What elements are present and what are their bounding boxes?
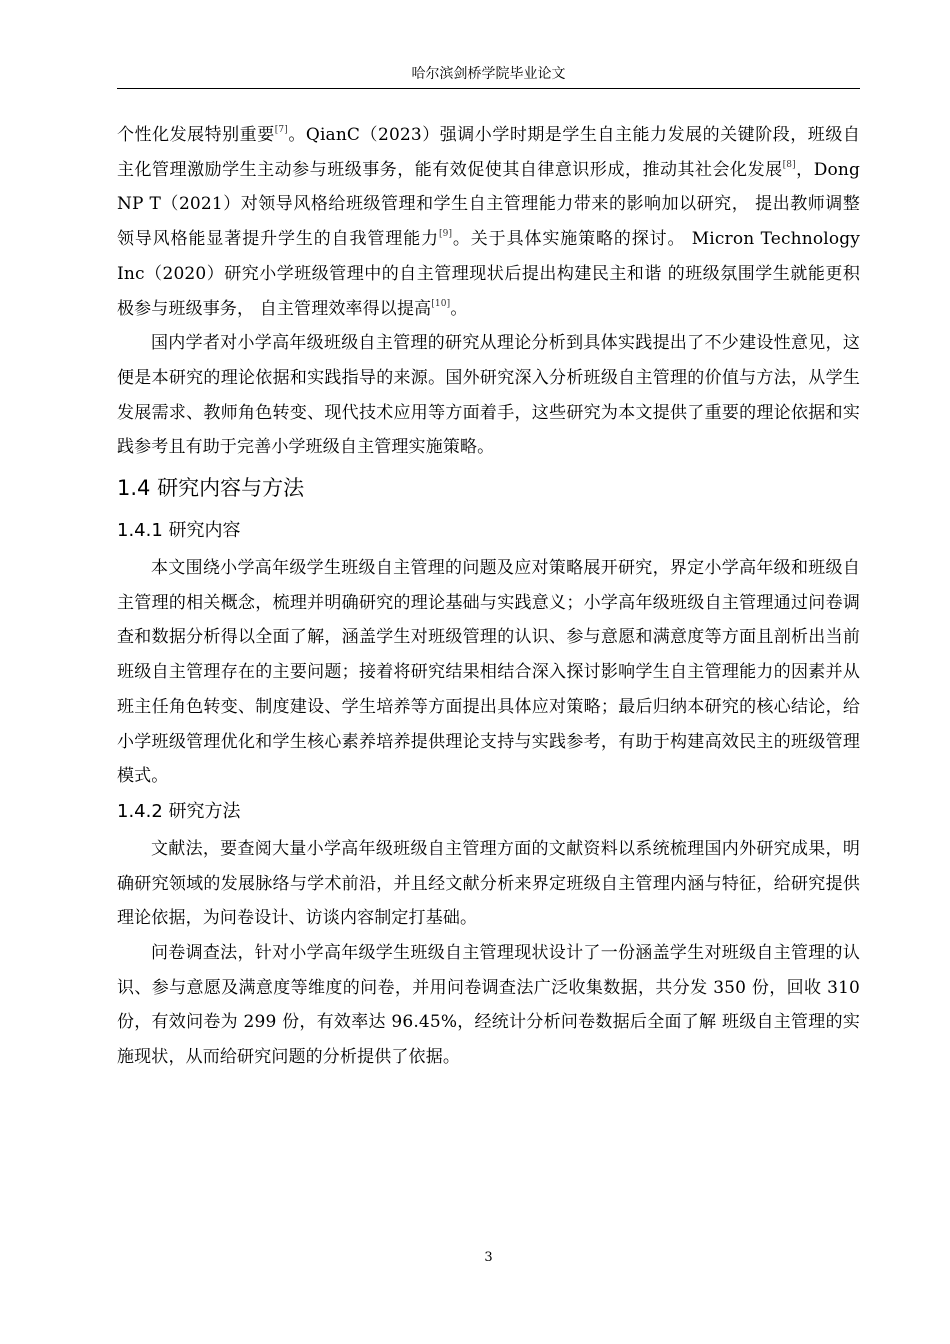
- citation-ref: [10]: [431, 298, 451, 309]
- page-body: [117, 118, 860, 1075]
- subsection-heading: 1.4.1 研究内容: [117, 520, 241, 542]
- paragraph-text: 个性化发展特别重要: [117, 125, 275, 145]
- citation-ref: [7]: [274, 125, 288, 135]
- header-rule: [117, 88, 860, 89]
- paragraph-text: ，Dong NP T（2021）对领导风格给班级管理和学生自主管理能力带来的影响加以研究， 提出教师调整领导风格能显著提升学生的自我管理能力: [117, 159, 860, 250]
- section-heading: 1.4 研究内容与方法: [117, 476, 305, 501]
- paragraph-questionnaire-method: 问卷调查法，针对小学高年级学生班级自主管理现状设计了一份涵盖学生对班级自主管理的认识、参与意愿及满意度等维度的问卷，并用问卷调查法广泛收集数据，共分发 350 份，回收 310 份，有效问卷为 299 份，有效率达 96.45%，经统计分析问卷数据后全面了解 班级自主管理的实施现状，从而给研究问题的分析提供了依据。: [117, 943, 860, 1068]
- running-header: 哈尔滨剑桥学院毕业论文: [411, 66, 566, 82]
- paragraph-literature-foreign: [117, 118, 860, 326]
- citation-ref: [9]: [438, 229, 453, 240]
- paragraph-literature-summary: 国内学者对小学高年级班级自主管理的研究从理论分析到具体实践提出了不少建设性意见，这便是本研究的理论依据和实践指导的来源。国外研究深入分析班级自主管理的价值与方法，从学生发展需求、教师角色转变、现代技术应用等方面着手，这些研究为本文提供了重要的理论依据和实践参考且有助于完善小学班级自主管理实施策略。: [117, 333, 860, 458]
- paragraph-research-content: 本文围绕小学高年级学生班级自主管理的问题及应对策略展开研究，界定小学高年级和班级自主管理的相关概念，梳理并明确研究的理论基础与实践意义；小学高年级班级自主管理通过问卷调查和数据分析得以全面了解，涵盖学生对班级管理的认识、参与意愿和满意度等方面且剖析出当前班级自主管理存在的主要问题；接着将研究结果相结合深入探讨影响学生自主管理能力的因素并从班主任角色转变、制度建设、学生培养等方面提出具体应对策略；最后归纳本研究的核心结论，给小学班级管理优化和学生核心素养培养提供理论支持与实践参考，有助于构建高效民主的班级管理模式。: [117, 558, 860, 787]
- citation-ref: [8]: [782, 159, 796, 170]
- paragraph-literature-method: 文献法，要查阅大量小学高年级班级自主管理方面的文献资料以系统梳理国内外研究成果，明确研究领域的发展脉络与学术前沿，并且经文献分析来界定班级自主管理内涵与特征，给研究提供理论依据，为问卷设计、访谈内容制定打基础。: [117, 838, 860, 929]
- paragraph-text: 。: [450, 298, 468, 319]
- paragraph-text: 。QianC（2023）强调小学时期是学生自主能力发展的关键阶段，班级自主化管理激励学生主动参与班级事务，能有效促使其自律意识形成，推动其社会化发展: [117, 125, 860, 180]
- page-number: 3: [484, 1250, 493, 1265]
- paragraph-text: 。关于具体实施策略的探讨。 Micron Technology Inc（2020）研究小学班级管理中的自主管理现状后提出构建民主和谐 的班级氛围学生就能更积极参与班级事务， 自主管理效率得以提高: [117, 229, 860, 319]
- subsection-heading: 1.4.2 研究方法: [117, 800, 241, 822]
